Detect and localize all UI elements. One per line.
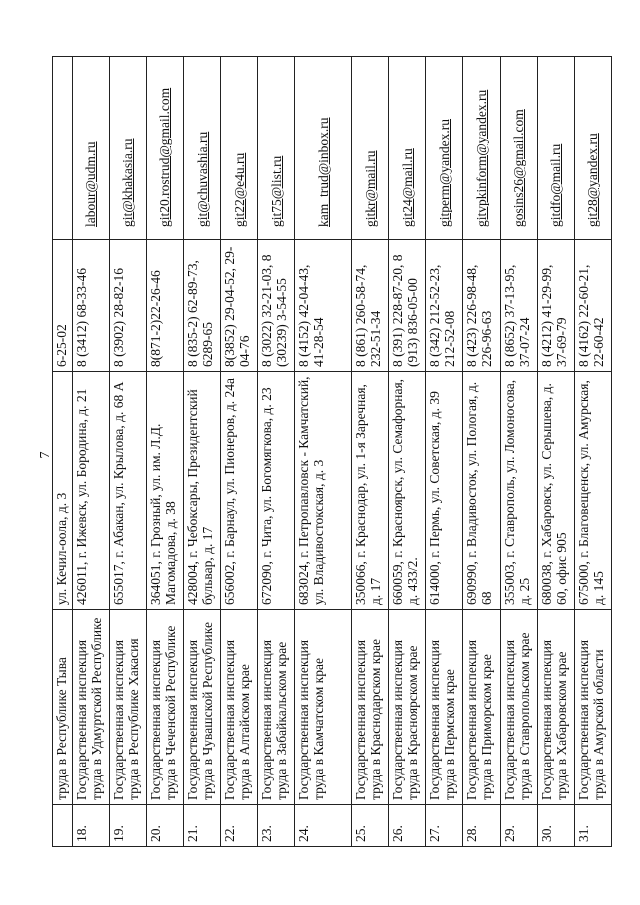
email-link[interactable]: git75@list.ru [268,155,284,227]
phone-cell: 8 (4152) 42-04-43, 41-28-54 [295,240,352,372]
phone-cell: 8(3852) 29-04-52, 29-04-76 [221,240,258,372]
address-cell: 426011, г. Ижевск, ул. Бородина, д. 21 [72,372,109,610]
table-row [574,57,611,847]
email-link[interactable]: git@chuvashia.ru [194,131,210,227]
organization-name-cell: Государственная инспекция труда в Амурской области [574,610,611,805]
email-link[interactable]: gitperm@yandex.ru [436,118,452,227]
table-row [183,57,220,847]
row-number-cell: 29. [500,805,537,847]
email-link[interactable]: gosins26@gmail.com [511,109,527,227]
organization-name-cell: Государственная инспекция труда в Алтайском крае [221,610,258,805]
phone-cell: 8 (342) 212-52-23, 212-52-08 [426,240,463,372]
address-cell: 675000, г. Благовещенск, ул. Амурская, д. 145 [574,372,611,610]
address-cell: ул. Кечил-оола, д. 3 [53,372,73,610]
row-number-cell: 26. [389,805,426,847]
phone-cell: 8 (835-2) 62-89-73, 6289-65 [183,240,220,372]
email-link[interactable]: kam_trud@inbox.ru [315,117,331,227]
phone-cell: 8 (861) 260-58-74, 232-51-34 [352,240,389,372]
address-cell: 680038, г. Хабаровск, ул. Серышева, д. 60, офис 905 [537,372,574,610]
row-number-cell: 31. [574,805,611,847]
row-number-cell: 20. [146,805,183,847]
table-row [389,57,426,847]
table-row [500,57,537,847]
table-row [295,57,352,847]
phone-cell: 6-25-02 [53,240,73,372]
row-number-cell: 19. [109,805,146,847]
row-number-cell: 27. [426,805,463,847]
organization-name-cell: труда в Республике Тыва [53,610,73,805]
address-cell: 364051, г. Грозный, ул. им. Л.Д. Магомадова, д. 38 [146,372,183,610]
organization-name-cell: Государственная инспекция труда в Приморском крае [463,610,500,805]
organization-name-cell: Государственная инспекция труда в Забайкальском крае [258,610,295,805]
email-cell [109,57,146,240]
address-cell: 428004, г. Чебоксары, Президентский бульвар, д. 17 [183,372,220,610]
email-cell [537,57,574,240]
organization-name-cell: Государственная инспекция труда в Чеченской Республике [146,610,183,805]
address-cell: 355003, г. Ставрополь, ул. Ломоносова, д. 25 [500,372,537,610]
email-cell [72,57,109,240]
address-cell: 683024, г. Петропавловск - Камчатский, ул. Владивостокская, д. 3 [295,372,352,610]
email-cell [146,57,183,240]
rotated-table-container [52,57,612,847]
email-link[interactable]: git22@e4u.ru [231,152,247,227]
row-number-cell: 23. [258,805,295,847]
table-row [352,57,389,847]
email-cell [53,57,73,240]
email-link[interactable]: labour@udm.ru [83,141,99,227]
row-number-cell: 22. [221,805,258,847]
row-number-cell: 25. [352,805,389,847]
email-cell [295,57,352,240]
email-cell [389,57,426,240]
phone-cell: 8 (4162) 22-60-21, 22-60-42 [574,240,611,372]
address-cell: 656002, г. Барнаул, ул. Пионеров, д. 24а [221,372,258,610]
organization-name-cell: Государственная инспекция труда в Хабаровском крае [537,610,574,805]
phone-cell: 8 (391) 228-87-20, 8 (913) 836-05-00 [389,240,426,372]
table-body [53,57,612,847]
table-row [258,57,295,847]
email-cell [221,57,258,240]
email-link[interactable]: gitkr@mail.ru [362,150,378,227]
organization-name-cell: Государственная инспекция труда в Ставропольском крае [500,610,537,805]
phone-cell: 8(871-2)22-26-46 [146,240,183,372]
row-number-cell: 21. [183,805,220,847]
address-cell: 660059, г. Красноярск, ул. Семафорная, д. 433/2. [389,372,426,610]
phone-cell: 8 (4212) 41-29-99, 37-69-79 [537,240,574,372]
phone-cell: 8 (3902) 28-82-16 [109,240,146,372]
email-cell [574,57,611,240]
table-row [221,57,258,847]
email-cell [463,57,500,240]
email-cell [500,57,537,240]
row-number-cell: 28. [463,805,500,847]
phone-cell: 8 (423) 226-98-48, 226-96-63 [463,240,500,372]
email-cell [258,57,295,240]
organization-name-cell: Государственная инспекция труда в Пермском крае [426,610,463,805]
phone-cell: 8 (3022) 32-21-03, 8 (30239) 3-54-55 [258,240,295,372]
email-cell [183,57,220,240]
organization-name-cell: Государственная инспекция труда в Удмуртской Республике [72,610,109,805]
address-cell: 350066, г. Краснодар, ул. 1-я Заречная, д. 17 [352,372,389,610]
organization-name-cell: Государственная инспекция труда в Краснодарском крае [352,610,389,805]
address-cell: 690990, г. Владивосток, ул. Пологая, д. 68 [463,372,500,610]
inspections-table [52,56,612,847]
organization-name-cell: Государственная инспекция труда в Чувашской Республике [183,610,220,805]
email-link[interactable]: git20.rostrud@gmail.com [157,87,173,227]
row-number-cell: 30. [537,805,574,847]
phone-cell: 8 (8652) 37-13-95, 37-07-24 [500,240,537,372]
row-number-cell [53,805,73,847]
organization-name-cell: Государственная инспекция труда в Камчатском крае [295,610,352,805]
email-link[interactable]: git28@yandex.ru [585,133,601,227]
organization-name-cell: Государственная инспекция труда в Красноярском крае [389,610,426,805]
table-row [146,57,183,847]
row-number-cell: 18. [72,805,109,847]
table-row [463,57,500,847]
table-row [537,57,574,847]
email-link[interactable]: gitdfo@mail.ru [548,143,564,227]
email-cell [426,57,463,240]
address-cell: 655017, г. Абакан, ул. Крылова, д. 68 А [109,372,146,610]
address-cell: 672090, г. Чита, ул. Богомягкова, д. 23 [258,372,295,610]
email-link[interactable]: git@khakasia.ru [120,138,136,227]
email-link[interactable]: git24@mail.ru [399,148,415,227]
page-number: 7 [38,451,53,459]
phone-cell: 8 (3412) 68-33-46 [72,240,109,372]
address-cell: 614000, г. Пермь, ул. Советская, д. 39 [426,372,463,610]
table-row [426,57,463,847]
email-link[interactable]: gitvpkinform@yandex.ru [473,89,489,227]
table-row [109,57,146,847]
table-row [72,57,109,847]
table-row [53,57,73,847]
organization-name-cell: Государственная инспекция труда в Республике Хакасия [109,610,146,805]
row-number-cell: 24. [295,805,352,847]
email-cell [352,57,389,240]
